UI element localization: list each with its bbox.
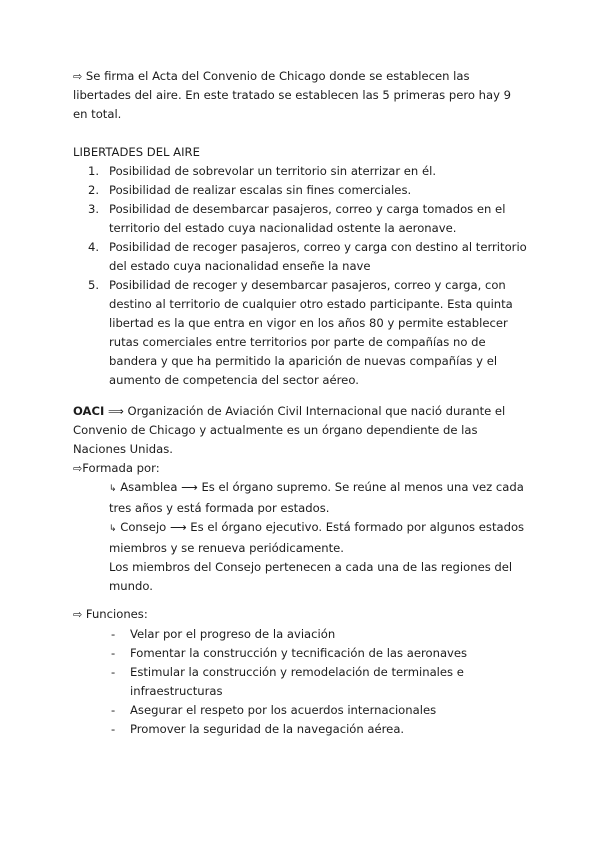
funciones-label-line bbox=[73, 605, 528, 624]
list-item-text: Posibilidad de recoger pasajeros, correo y carga con destino al territorio del estado cuya nacionalidad enseñe la nave bbox=[109, 240, 527, 273]
oaci-text: Organización de Aviación Civil Internacional que nació durante el Convenio de Chicago y actualmente es un órgano dependiente de las Naciones Unidas. bbox=[73, 404, 506, 456]
formada-details bbox=[109, 478, 528, 596]
dash-bullet: - bbox=[111, 646, 116, 660]
miembros-text: Los miembros del Consejo pertenecen a cada una de las regiones del mundo. bbox=[109, 560, 513, 593]
formada-label-line bbox=[73, 459, 528, 478]
list-item bbox=[109, 720, 528, 739]
list-item bbox=[73, 162, 528, 181]
dash-bullet: - bbox=[111, 722, 116, 736]
list-item-text: Posibilidad de recoger y desembarcar pasajeros, correo y carga, con destino al territorio de cualquier otro estado participante. Esta quinta libertad es la que entra en vigor en los años 80 y permite establecer rutas comerciales entre territorios por parte de compañías no de bandera y que ha permitido la aparición de nuevas compañías y el aumento de competencia del sector aéreo. bbox=[109, 278, 513, 387]
list-number: 1. bbox=[88, 164, 100, 178]
list-item-text: Velar por el progreso de la aviación bbox=[130, 627, 336, 641]
list-number: 2. bbox=[88, 183, 100, 197]
list-number: 4. bbox=[88, 240, 100, 254]
formada-label: Formada por: bbox=[82, 461, 160, 475]
funciones-label: Funciones: bbox=[85, 607, 148, 621]
intro-text: Se firma el Acta del Convenio de Chicago donde se establecen las libertades del aire. En este tratado se establecen las 5 primeras pero hay 9 en total. bbox=[73, 69, 511, 121]
double-arrow-icon: ⟹ bbox=[108, 405, 124, 418]
list-item bbox=[73, 181, 528, 200]
list-number: 5. bbox=[88, 278, 100, 292]
list-item-text: Estimular la construcción y remodelación de terminales e infraestructuras bbox=[130, 665, 464, 698]
oaci-term: OACI bbox=[73, 404, 105, 418]
list-item-text: Posibilidad de sobrevolar un territorio sin aterrizar en él. bbox=[109, 164, 437, 178]
consejo-name: Consejo bbox=[120, 520, 167, 534]
right-arrow-icon: ⇨ bbox=[73, 608, 83, 621]
list-item bbox=[73, 200, 528, 238]
list-item bbox=[109, 625, 528, 644]
consejo-text: Es el órgano ejecutivo. Está formado por algunos estados miembros y se renueva periódicamente. bbox=[109, 520, 525, 555]
return-hook-icon: ↳ bbox=[109, 484, 117, 494]
libertades-heading: LIBERTADES DEL AIRE bbox=[73, 145, 200, 159]
dash-bullet: - bbox=[111, 665, 116, 679]
asamblea-text: Es el órgano supremo. Se reúne al menos una vez cada tres años y está formada por estados. bbox=[109, 480, 524, 515]
list-item bbox=[73, 238, 528, 276]
dash-bullet: - bbox=[111, 627, 116, 641]
right-arrow-icon: ⇨ bbox=[73, 462, 83, 475]
intro-paragraph bbox=[73, 67, 528, 124]
oaci-paragraph bbox=[73, 402, 528, 459]
asamblea-entry bbox=[109, 478, 528, 518]
funciones-list bbox=[109, 625, 528, 739]
list-item-text: Promover la seguridad de la navegación aérea. bbox=[130, 722, 405, 736]
long-arrow-icon: ⟶ bbox=[181, 480, 198, 494]
dash-bullet: - bbox=[111, 703, 116, 717]
list-number: 3. bbox=[88, 202, 100, 216]
list-item bbox=[73, 276, 528, 390]
long-arrow-icon: ⟶ bbox=[169, 520, 187, 534]
list-item-text: Posibilidad de desembarcar pasajeros, correo y carga tomados en el territorio del estado cuya nacionalidad ostente la aeronave. bbox=[109, 202, 506, 235]
return-hook-icon: ↳ bbox=[109, 524, 117, 534]
list-item-text: Asegurar el respeto por los acuerdos internacionales bbox=[130, 703, 437, 717]
right-arrow-icon: ⇨ bbox=[73, 70, 83, 83]
list-item bbox=[109, 701, 528, 720]
list-item-text: Posibilidad de realizar escalas sin fines comerciales. bbox=[109, 183, 412, 197]
list-item bbox=[109, 663, 528, 701]
asamblea-name: Asamblea bbox=[120, 480, 178, 494]
libertades-list bbox=[73, 162, 528, 390]
list-item bbox=[109, 644, 528, 663]
consejo-entry bbox=[109, 518, 528, 558]
list-item-text: Fomentar la construcción y tecnificación de las aeronaves bbox=[130, 646, 468, 660]
